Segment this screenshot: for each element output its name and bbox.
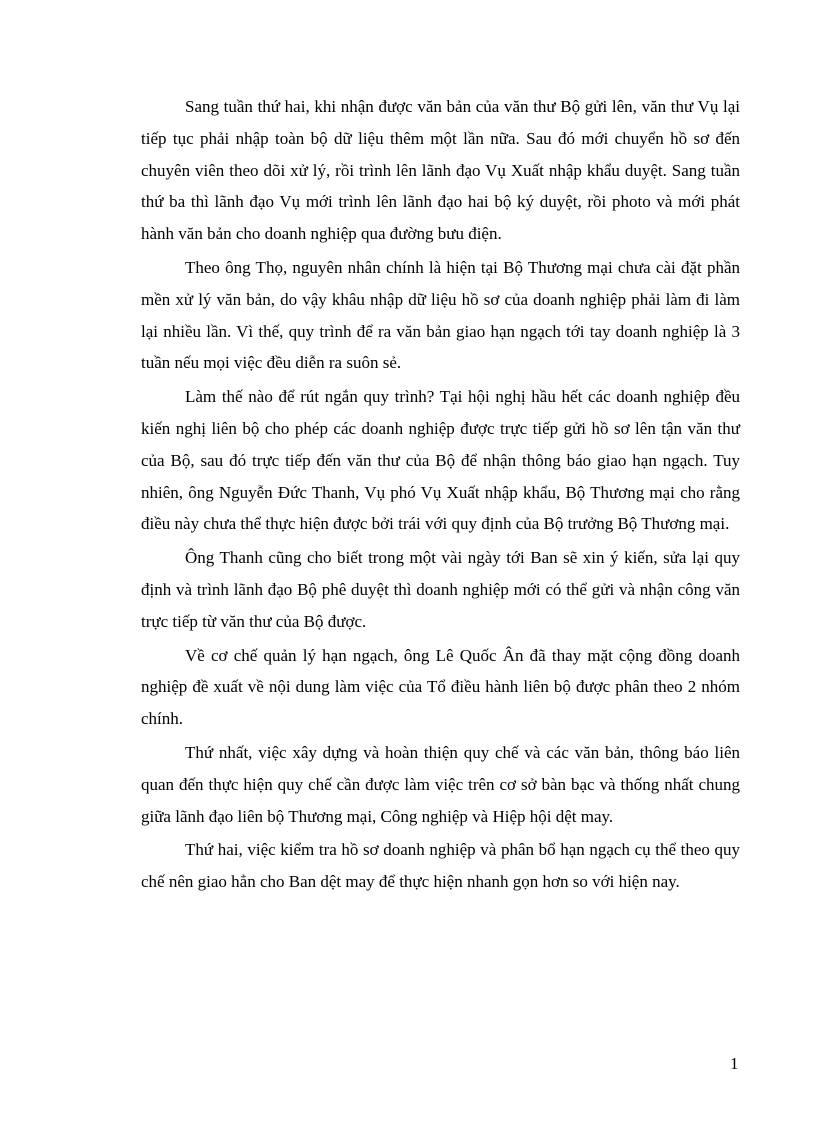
document-body: [141, 91, 740, 900]
paragraph: Ông Thanh cũng cho biết trong một vài ngày tới Ban sẽ xin ý kiến, sửa lại quy định và trình lãnh đạo Bộ phê duyệt thì doanh nghiệp mới có thể gửi và nhận công văn trực tiếp từ văn thư của Bộ được.: [141, 548, 740, 631]
paragraph: Theo ông Thọ, nguyên nhân chính là hiện tại Bộ Thương mại chưa cài đặt phần mền xử lý văn bản, do vậy khâu nhập dữ liệu hồ sơ của doanh nghiệp phải làm đi làm lại nhiều lần. Vì thế, quy trình để ra văn bản giao hạn ngạch tới tay doanh nghiệp là 3 tuần nếu mọi việc đều diễn ra suôn sẻ.: [141, 257, 740, 373]
paragraph: Làm thế nào để rút ngắn quy trình? Tại hội nghị hầu hết các doanh nghiệp đều kiến nghị liên bộ cho phép các doanh nghiệp được trực tiếp gửi hồ sơ lên tận văn thư của Bộ, sau đó trực tiếp đến văn thư của Bộ để nhận thông báo giao hạn ngạch. Tuy nhiên, ông Nguyễn Đức Thanh, Vụ phó Vụ Xuất nhập khẩu, Bộ Thương mại cho rằng điều này chưa thể thực hiện được bởi trái với quy định của Bộ trưởng Bộ Thương mại.: [141, 387, 740, 534]
paragraph: Thứ nhất, việc xây dựng và hoàn thiện quy chế và các văn bản, thông báo liên quan đến thực hiện quy chế cần được làm việc trên cơ sở bàn bạc và thống nhất chung giữa lãnh đạo liên bộ Thương mại, Công nghiệp và Hiệp hội dệt may.: [141, 742, 740, 826]
paragraph: Thứ hai, việc kiểm tra hồ sơ doanh nghiệp và phân bổ hạn ngạch cụ thể theo quy chế nên giao hẳn cho Ban dệt may để thực hiện nhanh gọn hơn so với hiện nay.: [141, 840, 740, 892]
page-number: 1: [730, 1054, 739, 1073]
paragraph: Về cơ chế quản lý hạn ngạch, ông Lê Quốc Ân đã thay mặt cộng đồng doanh nghiệp đề xuất về nội dung làm việc của Tổ điều hành liên bộ được phân theo 2 nhóm chính.: [141, 645, 740, 729]
paragraph: Sang tuần thứ hai, khi nhận được văn bản của văn thư Bộ gửi lên, văn thư Vụ lại tiếp tục phải nhập toàn bộ dữ liệu thêm một lần nữa. Sau đó mới chuyển hồ sơ đến chuyên viên theo dõi xử lý, rồi trình lên lãnh đạo Vụ Xuất nhập khẩu duyệt. Sang tuần thứ ba thì lãnh đạo Vụ mới trình lên lãnh đạo hai bộ ký duyệt, rồi photo và mới phát hành văn bản cho doanh nghiệp qua đường bưu điện.: [141, 97, 740, 244]
